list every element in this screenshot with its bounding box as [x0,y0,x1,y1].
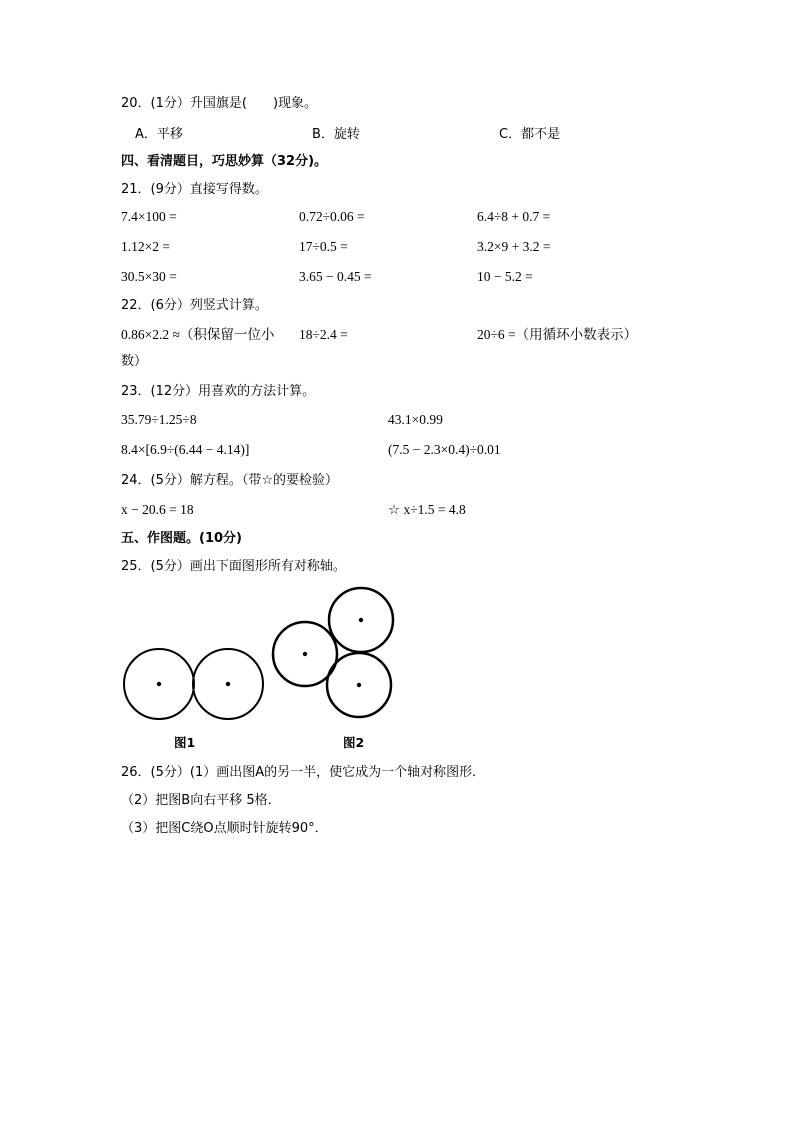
q23-item: 43.1×0.99 [388,412,443,427]
q21-stem: 21．(9分）直接写得数。 [121,182,268,197]
q23-item: 35.79÷1.25÷8 [121,412,197,427]
q25-stem: 25．(5分）画出下面图形所有对称轴。 [121,559,346,574]
q21-item: 1.12×2 = [121,239,170,254]
q23-item: (7.5 − 2.3×0.4)÷0.01 [388,442,501,457]
q22-item: 0.86×2.2 ≈（积保留一位小 [121,327,275,342]
q25-figures [115,582,405,732]
figure-2-label: 图2 [343,735,365,750]
circle-center-dot [226,682,230,686]
q22-stem: 22．(6分）列竖式计算。 [121,298,268,313]
q22-item: 20÷6 =（用循环小数表示） [477,327,638,342]
q24-stem: 24．(5分）解方程。（带☆的要检验） [121,473,339,488]
q21-item: 0.72÷0.06 = [299,209,365,224]
figure-1-circles [124,649,263,719]
q21-item: 3.2×9 + 3.2 = [477,239,551,254]
circle-center-dot [357,683,361,687]
q21-item: 30.5×30 = [121,269,177,284]
q20-option-a: A．平移 [135,127,183,142]
section-4-title: 四、看清题目，巧思妙算（32分)。 [121,154,328,169]
q24-item: ☆ x÷1.5 = 4.8 [388,502,466,517]
figure-2-circles [273,588,393,717]
q21-item: 10 − 5.2 = [477,269,533,284]
q22-item: 18÷2.4 = [299,327,348,342]
circle-center-dot [359,618,363,622]
figure-1-label: 图1 [174,735,196,750]
q20-option-c: C．都不是 [499,127,561,142]
q20-stem: 20．(1分）升国旗是( )现象。 [121,96,318,111]
q20-option-b: B．旋转 [312,127,360,142]
q26-line-1: 26．(5分）(1）画出图A的另一半，使它成为一个轴对称图形． [121,765,486,780]
q22-item-continuation: 数） [121,354,148,369]
q26-line-2: （2）把图B向右平移 5格． [121,793,281,808]
section-5-title: 五、作图题。(10分) [121,531,242,546]
q21-item: 17÷0.5 = [299,239,348,254]
q21-item: 6.4÷8 + 0.7 = [477,209,551,224]
circle-center-dot [303,652,307,656]
q21-item: 3.65 − 0.45 = [299,269,372,284]
q23-item: 8.4×[6.9÷(6.44 − 4.14)] [121,442,250,457]
q23-stem: 23．(12分）用喜欢的方法计算。 [121,384,316,399]
q26-line-3: （3）把图C绕O点顺时针旋转90°． [121,821,328,836]
circle-center-dot [157,682,161,686]
q24-item: x − 20.6 = 18 [121,502,194,517]
q21-item: 7.4×100 = [121,209,177,224]
